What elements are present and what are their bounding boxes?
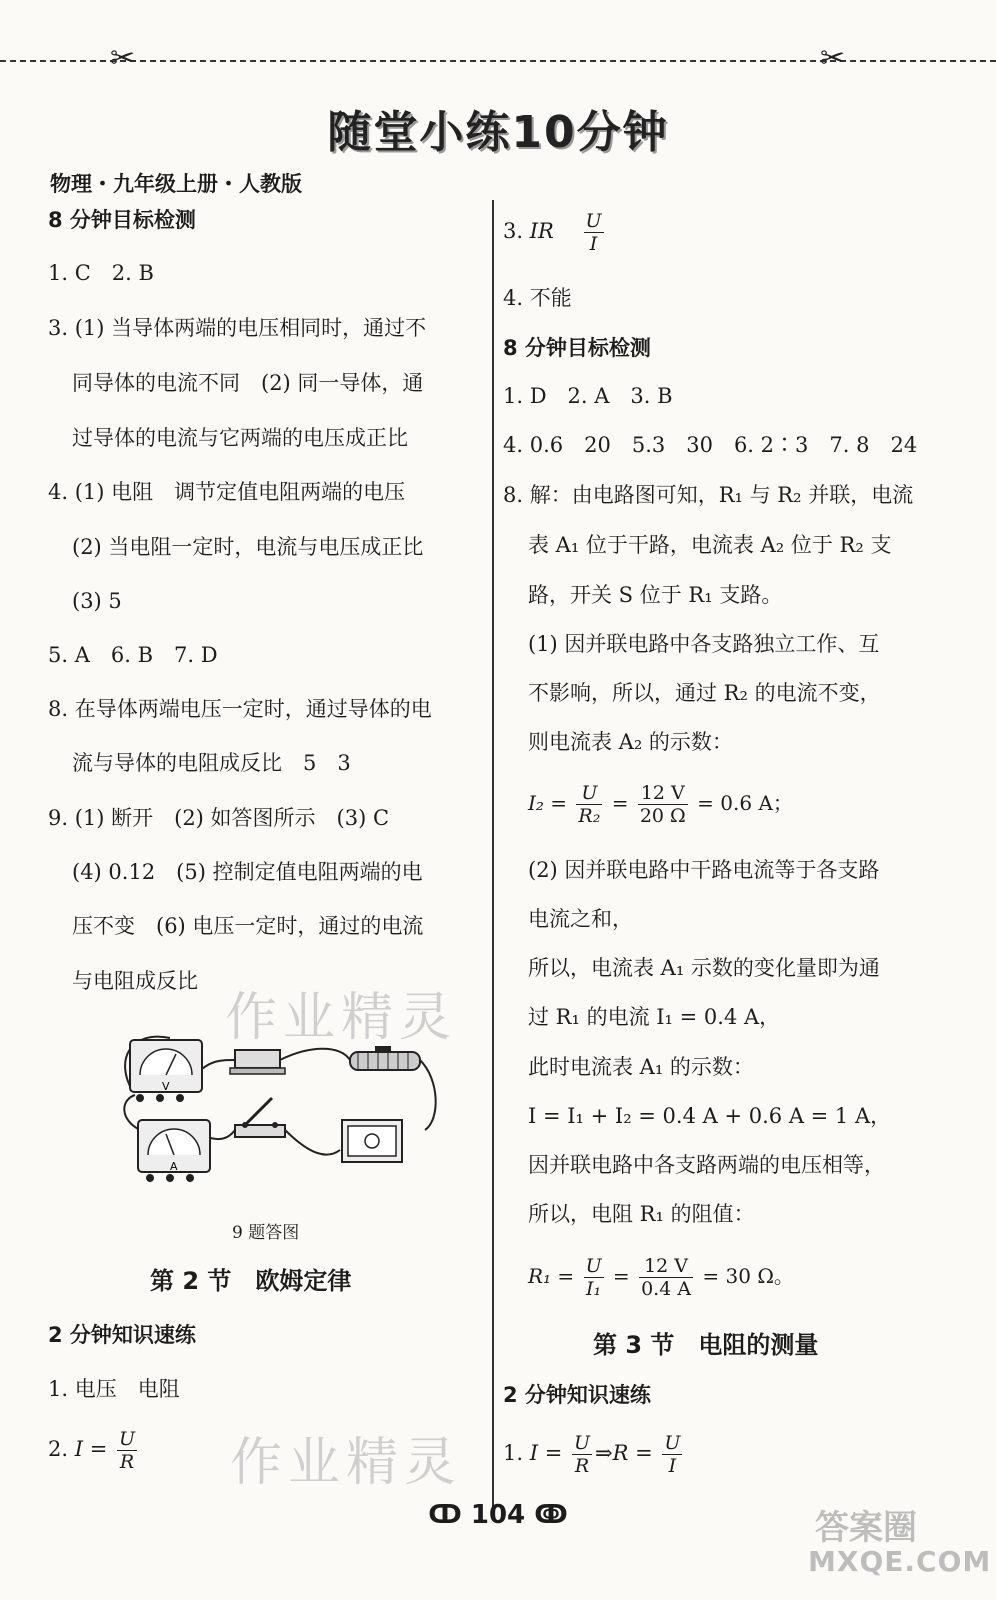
fraction-numerator: U bbox=[664, 1432, 681, 1454]
formula-text: = 0.6 A； bbox=[697, 791, 793, 815]
heading-8min: 8 分钟目标检测 bbox=[503, 336, 651, 360]
formula-text: R₁ = bbox=[528, 1264, 575, 1288]
column-divider bbox=[492, 200, 494, 1510]
answer-line: 电流之和， bbox=[528, 907, 633, 931]
fraction bbox=[576, 782, 602, 827]
fraction-numerator: U bbox=[585, 1255, 602, 1277]
scissors-icon: ✂ bbox=[820, 41, 846, 76]
answer-line: 流与导体的电阻成反比 5 3 bbox=[72, 751, 351, 775]
answer-line: 4. 0.6 20 5.3 30 6. 2∶3 7. 8 24 bbox=[503, 433, 918, 457]
fraction bbox=[572, 1432, 592, 1477]
answer-line: (2) 因并联电路中干路电流等于各支路 bbox=[528, 858, 880, 882]
ornament-right-icon: ↂ bbox=[534, 1500, 568, 1530]
answer-line: 则电流表 A₂ 的示数： bbox=[528, 730, 733, 754]
answer-line: 9. (1) 断开 (2) 如答图所示 (3) C bbox=[48, 806, 390, 830]
fraction bbox=[639, 1255, 693, 1300]
answer-line: 1. D 2. A 3. B bbox=[503, 384, 673, 408]
fraction-denominator: I bbox=[589, 233, 598, 255]
fraction-denominator: I₁ bbox=[586, 1278, 602, 1300]
section-heading-ohms-law: 第 2 节 欧姆定律 bbox=[150, 1267, 352, 1295]
fraction bbox=[117, 1428, 137, 1473]
answer-line: 压不变 (6) 电压一定时，通过的电流 bbox=[72, 914, 424, 938]
answer-line: 4. (1) 电阻 调节定值电阻两端的电压 bbox=[48, 480, 406, 504]
answer-line: 1. C 2. B bbox=[48, 261, 154, 285]
formula-line bbox=[503, 1432, 685, 1477]
corner-watermark-url: MXQE.COM bbox=[808, 1545, 992, 1578]
label-text: 3. bbox=[503, 219, 530, 243]
watermark: 作业精灵 bbox=[225, 988, 458, 1048]
svg-text:V: V bbox=[162, 1080, 170, 1093]
label-text: 1. bbox=[503, 1441, 530, 1465]
answer-line: 所以，电流表 A₁ 示数的变化量即为通 bbox=[528, 956, 880, 980]
answer-line: 所以，电阻 R₁ 的阻值： bbox=[528, 1202, 755, 1226]
formula-text: IR bbox=[529, 219, 554, 243]
corner-watermark: 答案圈 bbox=[815, 1508, 917, 1548]
formula-text: ⇒R = bbox=[595, 1441, 653, 1465]
svg-text:A: A bbox=[170, 1160, 178, 1173]
fraction bbox=[638, 782, 688, 827]
answer-line: 8. 解：由电路图可知，R₁ 与 R₂ 并联，电流 bbox=[503, 483, 914, 507]
answer-line: 过导体的电流与它两端的电压成正比 bbox=[72, 426, 408, 450]
answer-line: (4) 0.12 (5) 控制定值电阻两端的电 bbox=[72, 860, 423, 884]
answer-line: 表 A₁ 位于干路，电流表 A₂ 位于 R₂ 支 bbox=[528, 533, 892, 557]
fraction bbox=[584, 1255, 604, 1300]
heading-2min: 2 分钟知识速练 bbox=[503, 1383, 651, 1407]
fraction-denominator: R bbox=[574, 1455, 590, 1477]
answer-line: (3) 5 bbox=[72, 589, 122, 613]
formula-line: 2. I = $\frac{U}{R}$ bbox=[48, 1428, 135, 1473]
formula-line bbox=[503, 210, 607, 255]
page-title: 随堂小练10分钟 bbox=[327, 107, 669, 158]
fraction-numerator: U bbox=[585, 210, 602, 232]
answer-line: 此时电流表 A₁ 的示数： bbox=[528, 1055, 754, 1079]
power-supply-icon bbox=[342, 1120, 402, 1162]
heading-2min: 2 分钟知识速练 bbox=[48, 1323, 196, 1347]
heading-8min: 8 分钟目标检测 bbox=[48, 208, 196, 232]
answer-line: 8. 在导体两端电压一定时，通过导体的电 bbox=[48, 697, 432, 721]
ammeter-icon bbox=[138, 1120, 210, 1182]
fraction-denominator: R₂ bbox=[578, 805, 601, 827]
ornament-left-icon: ↀ bbox=[428, 1500, 462, 1530]
label-text: 2. bbox=[48, 1437, 75, 1461]
answer-line: 4. 不能 bbox=[503, 286, 572, 310]
answer-line: 3. (1) 当导体两端的电压相同时，通过不 bbox=[48, 316, 427, 340]
answer-line: 因并联电路中各支路两端的电压相等， bbox=[528, 1153, 885, 1177]
formula-text: I₂ = bbox=[528, 791, 568, 815]
page-number-text: 104 bbox=[470, 1500, 526, 1530]
answer-line: 过 R₁ 的电流 I₁ = 0.4 A， bbox=[528, 1005, 781, 1029]
answer-line: (1) 因并联电路中各支路独立工作、互 bbox=[528, 632, 880, 656]
fraction-numerator: 12 V bbox=[638, 782, 688, 805]
cut-line bbox=[0, 60, 996, 62]
book-subtitle: 物理・九年级上册・人教版 bbox=[50, 172, 302, 196]
watermark: 作业精灵 bbox=[230, 1433, 463, 1493]
fraction-denominator: I bbox=[668, 1455, 677, 1477]
formula-var: I bbox=[74, 1437, 84, 1461]
equation-r1: R₁ = $\frac{U}{\text{I₁}}$ = $\frac{12 V}{0.4 A}$ = 30 Ω。 bbox=[528, 1255, 794, 1300]
formula-text: = 30 Ω。 bbox=[702, 1264, 794, 1288]
answer-line: 与电阻成反比 bbox=[72, 969, 198, 993]
answer-line: I = I₁ + I₂ = 0.4 A + 0.6 A = 1 A， bbox=[528, 1104, 892, 1128]
fraction-numerator: U bbox=[573, 1432, 590, 1454]
answer-line: 同导体的电流不同 (2) 同一导体，通 bbox=[72, 371, 424, 395]
fraction-numerator: U bbox=[118, 1428, 135, 1450]
fraction bbox=[584, 210, 604, 255]
page-number bbox=[0, 1500, 996, 1530]
equation-i2: I₂ = $\frac{U}{\text{R₂}}$ = $\frac{12 V}{20 \Omega}$ = 0.6 A； bbox=[528, 782, 793, 827]
fraction-denominator: 20 Ω bbox=[639, 805, 686, 827]
fraction-numerator: U bbox=[576, 782, 602, 805]
fraction-denominator: R bbox=[119, 1451, 135, 1473]
scissors-icon: ✂ bbox=[110, 41, 136, 76]
fraction-numerator: 12 V bbox=[639, 1255, 693, 1278]
answer-line: 5. A 6. B 7. D bbox=[48, 643, 218, 667]
answer-line: (2) 当电阻一定时，电流与电压成正比 bbox=[72, 535, 424, 559]
answer-line: 不影响，所以，通过 R₂ 的电流不变， bbox=[528, 681, 881, 705]
resistor-icon bbox=[230, 1050, 285, 1074]
switch-icon bbox=[235, 1098, 285, 1137]
answer-line: 1. 电压 电阻 bbox=[48, 1377, 180, 1401]
fraction-denominator: 0.4 A bbox=[641, 1278, 692, 1300]
figure-caption: 9 题答图 bbox=[232, 1223, 300, 1243]
formula-text: I = bbox=[529, 1441, 563, 1465]
fraction bbox=[662, 1432, 682, 1477]
answer-line: 路，开关 S 位于 R₁ 支路。 bbox=[528, 583, 783, 607]
voltmeter-icon bbox=[130, 1040, 202, 1102]
section-heading-resistance-measurement: 第 3 节 电阻的测量 bbox=[593, 1331, 819, 1359]
